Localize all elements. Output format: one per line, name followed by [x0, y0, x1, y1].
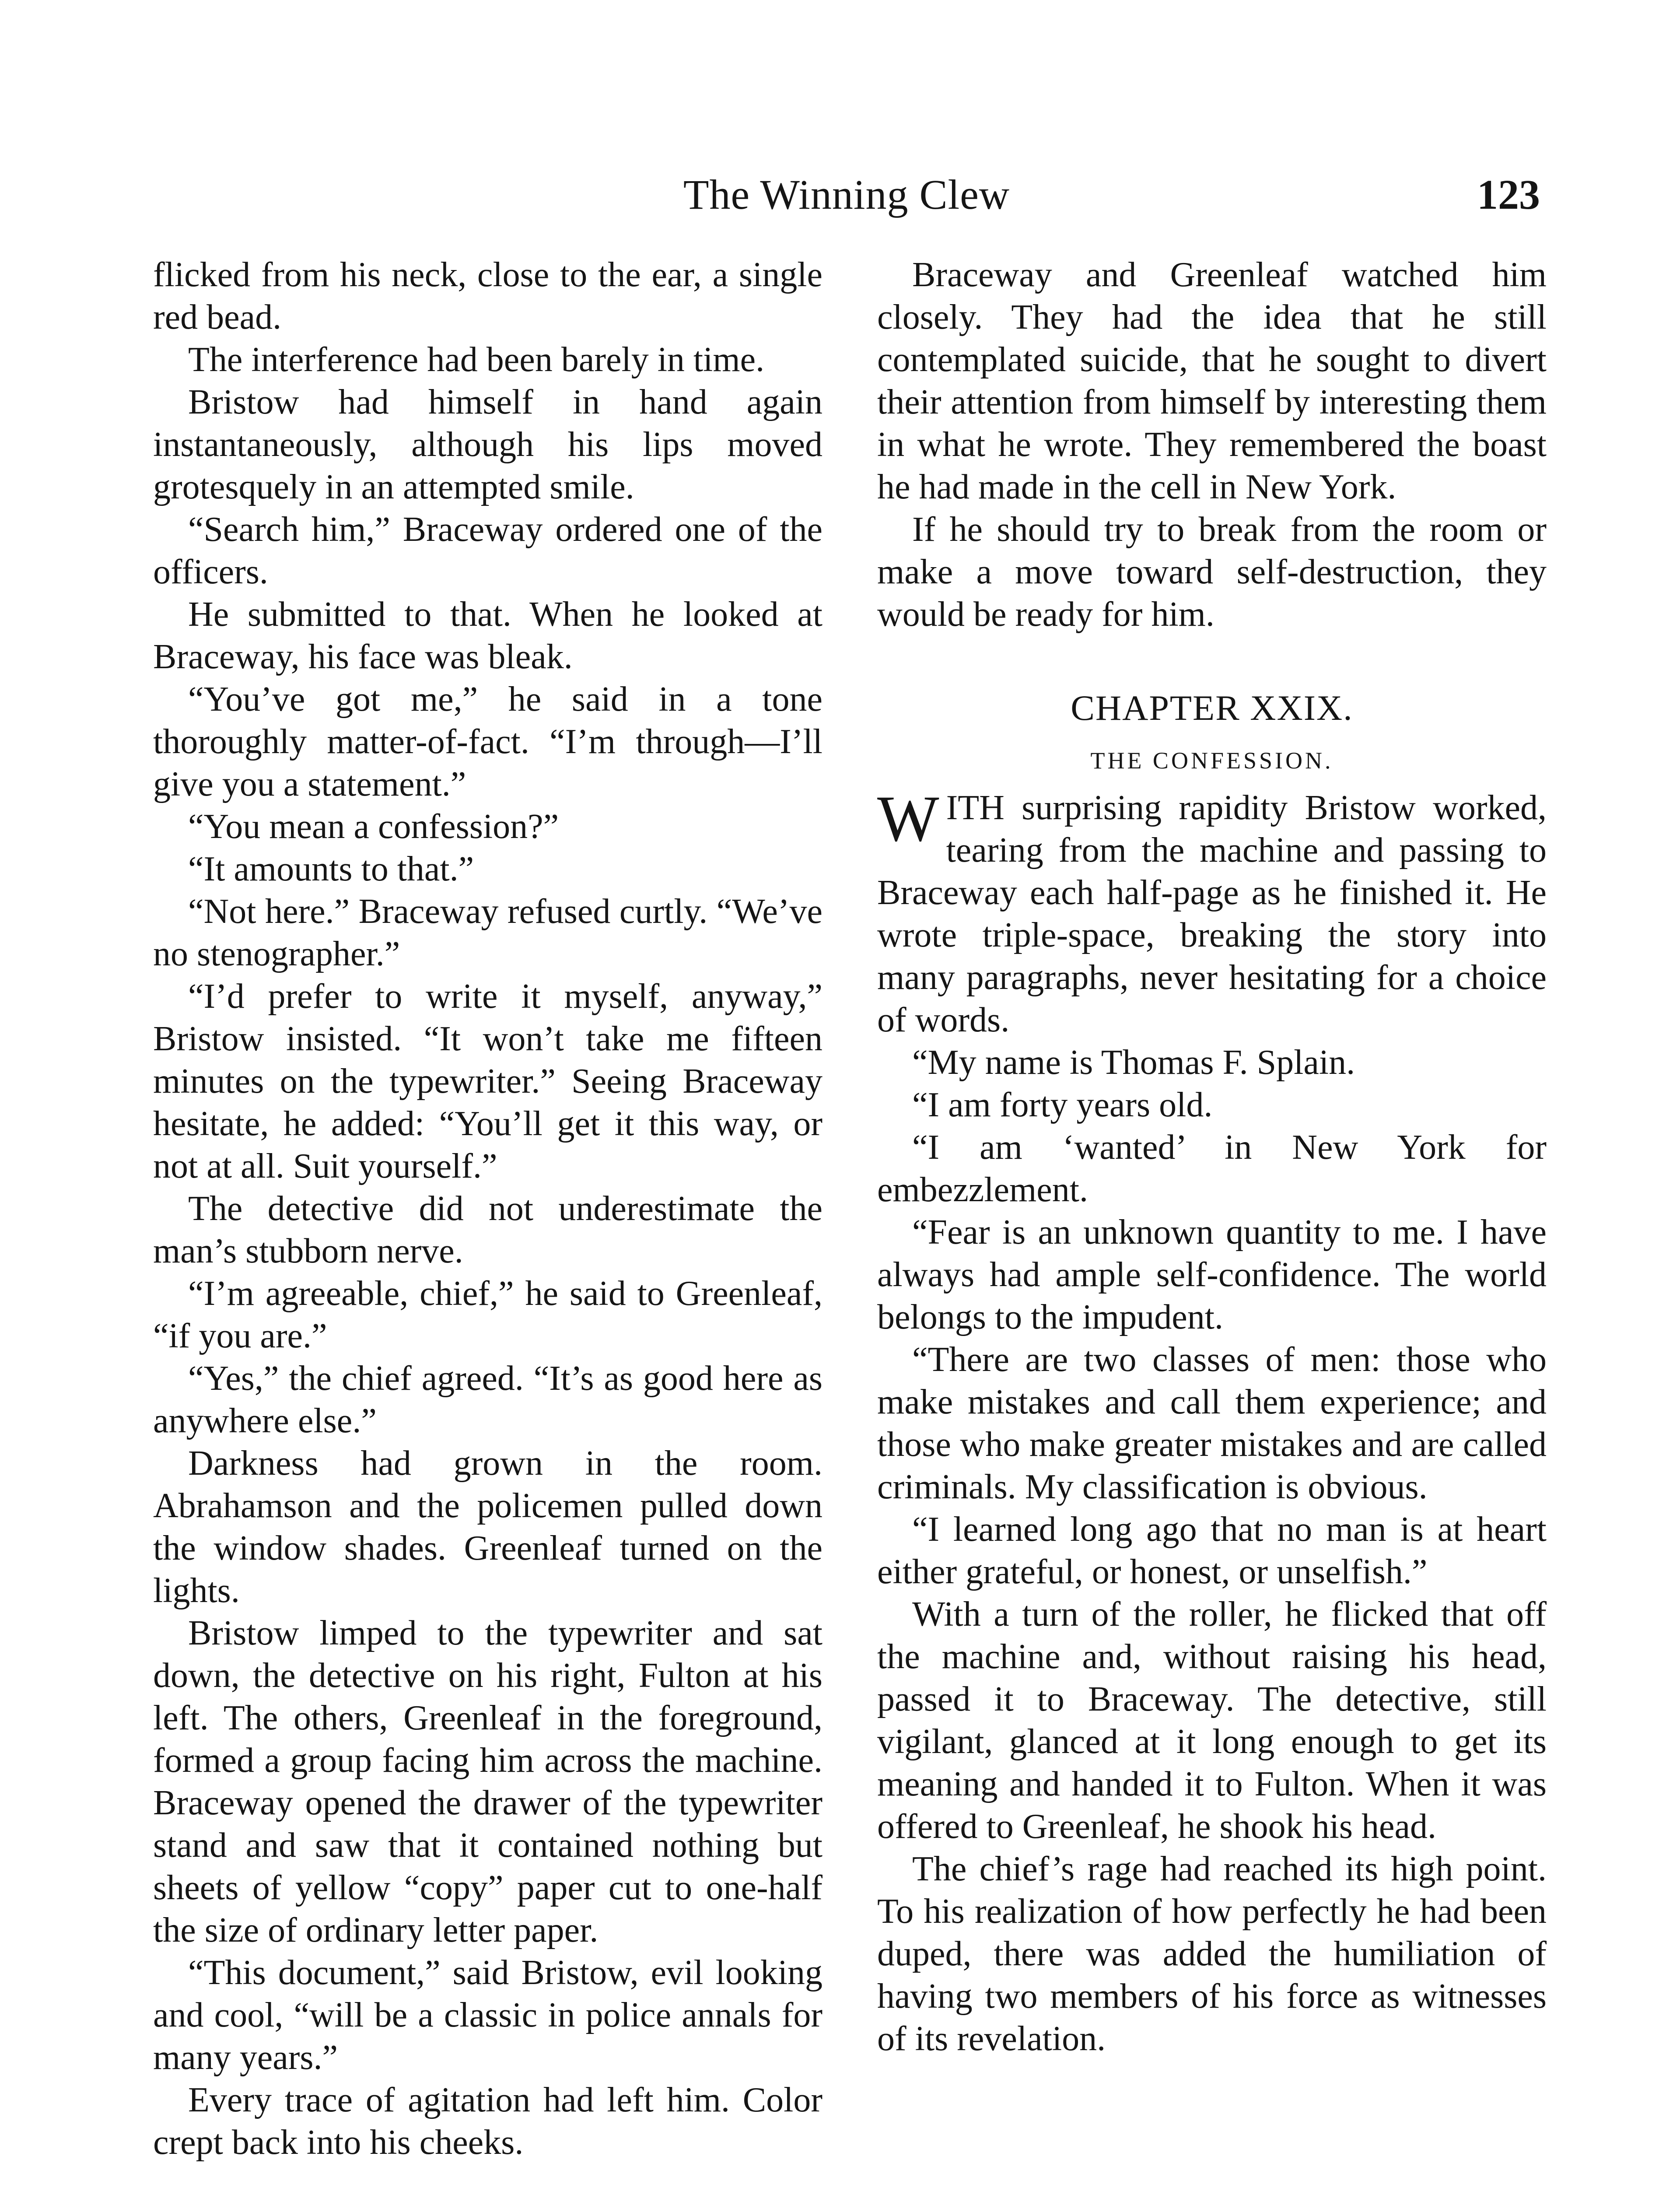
drop-cap: W — [877, 782, 939, 855]
paragraph: “It amounts to that.” — [188, 850, 474, 888]
chapter-opening-text: ITH surprising rapidity Bristow worked, tearing from the machine and passing to Braceway each half-page as he finished it. He wrote triple-space, breaking the story into many paragraphs, never hesitating for a choice of words. — [877, 789, 1547, 1039]
running-title: The Winning Clew — [683, 171, 1010, 218]
paragraph: He submitted to that. When he looked at Braceway, his face was bleak. — [153, 595, 822, 676]
paragraph: “Yes,” the chief agreed. “It’s as good here as anywhere else.” — [153, 1359, 822, 1440]
paragraph: With a turn of the roller, he flicked that off the machine and, without raising his head, passed it to Braceway. The detective, still vigilant, glanced at it long enough to get its meaning and handed it to Fulton. When it was offered to Greenleaf, he shook his head. — [877, 1595, 1547, 1846]
paragraph: If he should try to break from the room or make a move toward self-destruction, they would be ready for him. — [877, 510, 1547, 634]
paragraph: “I learned long ago that no man is at heart either grateful, or honest, or unselfish.” — [877, 1510, 1547, 1591]
paragraph: Bristow limped to the typewriter and sat down, the detective on his right, Fulton at his left. The others, Greenleaf in the foreground, formed a group facing him across the machine. Braceway opened the drawer of the typewriter stand and saw that it contained nothing but sheets of yellow “copy” paper cut to one-half the size of ordinary letter paper. — [153, 1614, 822, 1950]
paragraph: The interference had been barely in time. — [188, 340, 765, 379]
left-column — [153, 254, 822, 2164]
paragraph: “Not here.” Braceway refused curtly. “We’ve no stenographer.” — [153, 892, 822, 973]
paragraph: “You’ve got me,” he said in a tone thoroughly matter-of-fact. “I’m through—I’ll give you a statement.” — [153, 680, 822, 803]
chapter-opening-paragraph — [877, 782, 1547, 1041]
chapter-subtitle: THE CONFESSION. — [1090, 747, 1334, 774]
paragraph: “I’d prefer to write it myself, anyway,” Bristow insisted. “It won’t take me fifteen minutes on the typewriter.” Seeing Braceway hesitate, he added: “You’ll get it this way, or not at all. Suit yourself.” — [153, 977, 822, 1185]
paragraph: “Search him,” Braceway ordered one of the officers. — [153, 510, 822, 591]
page-header — [153, 168, 1540, 230]
paragraph: Every trace of agitation had left him. Color crept back into his cheeks. — [153, 2081, 822, 2162]
paragraph: “My name is Thomas F. Splain. — [912, 1043, 1355, 1082]
paragraph: “This document,” said Bristow, evil looking and cool, “will be a classic in police annals for many years.” — [153, 1953, 822, 2077]
paragraph: The detective did not underestimate the man’s stubborn nerve. — [153, 1189, 822, 1270]
chapter-title: CHAPTER XXIX. — [1071, 688, 1353, 728]
paragraph: Braceway and Greenleaf watched him closely. They had the idea that he still contemplated suicide, that he sought to divert their attention from himself by interesting them in what he wrote. They remembered the boast he had made in the cell in New York. — [877, 256, 1547, 506]
paragraph: Bristow had himself in hand again instantaneously, although his lips moved grotesquely in an attempted smile. — [153, 383, 822, 506]
paragraph: Darkness had grown in the room. Abrahamson and the policemen pulled down the window shades. Greenleaf turned on the lights. — [153, 1444, 822, 1610]
page-number: 123 — [1477, 171, 1540, 218]
paragraph: “There are two classes of men: those who make mistakes and call them experience; and those who make greater mistakes and are called criminals. My classification is obvious. — [877, 1340, 1547, 1506]
paragraph: “Fear is an unknown quantity to me. I have always had ample self-confidence. The world belongs to the impudent. — [877, 1213, 1547, 1336]
paragraph: “I’m agreeable, chief,” he said to Greenleaf, “if you are.” — [153, 1274, 822, 1355]
paragraph: “I am forty years old. — [912, 1086, 1213, 1124]
paragraph: “You mean a confession?” — [188, 807, 559, 846]
paragraph: flicked from his neck, close to the ear, a single red bead. — [153, 256, 822, 337]
paragraph: The chief’s rage had reached its high point. To his realization of how perfectly he had been duped, there was added the humiliation of having two members of his force as witnesses of its revelation. — [877, 1850, 1547, 2058]
right-column — [877, 254, 1547, 2060]
paragraph: “I am ‘wanted’ in New York for embezzlement. — [877, 1128, 1547, 1209]
